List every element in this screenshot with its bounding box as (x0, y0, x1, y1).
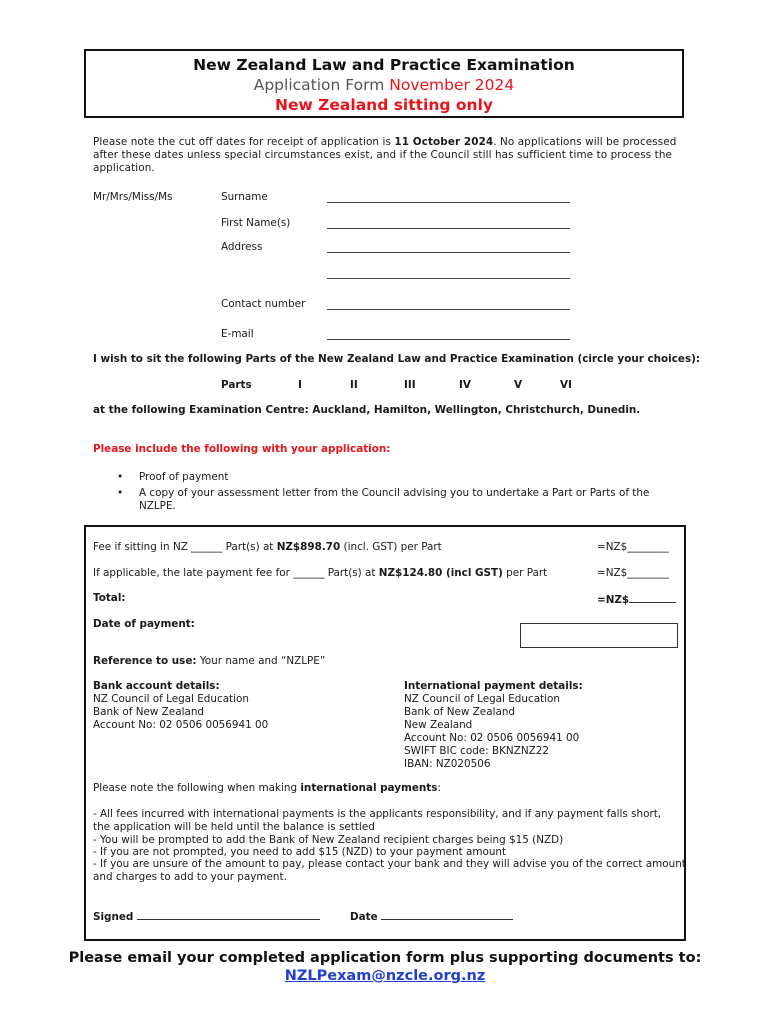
contact-field[interactable] (327, 309, 570, 310)
subtitle-prefix: Application Form (253, 76, 390, 94)
fee-row-late-suffix: per Part (502, 567, 548, 579)
first-names-field[interactable] (327, 228, 570, 229)
address-field-2[interactable] (327, 278, 570, 279)
include-item-letter-cont: NZLPE. (139, 500, 176, 512)
surname-field[interactable] (327, 202, 570, 203)
surname-label: Surname (221, 191, 268, 203)
intl-note-heading (93, 782, 441, 795)
form-title: New Zealand Law and Practice Examination (193, 56, 575, 74)
intl-line-iban: IBAN: NZ020506 (404, 758, 491, 770)
exam-centres: at the following Examination Centre: Auckland, Hamilton, Wellington, Christchurch, Dunedin. (93, 404, 641, 416)
include-item-letter: A copy of your assessment letter from the Council advising you to undertake a Part or Parts of the (139, 487, 650, 499)
reference-value: Your name and “NZLPE” (196, 655, 326, 667)
intl-note-suffix: : (437, 782, 441, 794)
fee-row-nz-text: Fee if sitting in NZ ______ Part(s) at (93, 541, 277, 553)
sitting-note: New Zealand sitting only (274, 96, 493, 114)
parts-intro: I wish to sit the following Parts of the New Zealand Law and Practice Examination (circle your choices): (93, 353, 701, 365)
title-label: Mr/Mrs/Miss/Ms (93, 191, 173, 203)
intl-heading: International payment details: (404, 680, 583, 692)
part-option-4[interactable]: IV (459, 379, 471, 391)
bank-line-name: NZ Council of Legal Education (93, 693, 249, 705)
bullet-dot: • (117, 471, 124, 483)
intl-note-line-2: the application will be held until the balance is settled (93, 821, 375, 833)
cutoff-date: 11 October 2024 (394, 136, 494, 148)
fee-row-nz-amount: NZ$898.70 (276, 541, 341, 553)
reference-line (93, 655, 325, 668)
signed-field[interactable] (93, 909, 320, 924)
bank-line-account: Account No: 02 0506 0056941 00 (93, 719, 269, 731)
signed-label: Signed (93, 911, 137, 923)
date-field[interactable] (350, 909, 513, 924)
total-label: Total: (93, 592, 126, 604)
payment-date-label: Date of payment: (93, 618, 195, 630)
email-field[interactable] (327, 339, 570, 340)
first-names-label: First Name(s) (221, 217, 291, 229)
reference-label: Reference to use: (93, 655, 197, 667)
fee-row-late-amount: NZ$124.80 (incl GST) (378, 567, 503, 579)
bank-line-bank: Bank of New Zealand (93, 706, 204, 718)
cutoff-notice (93, 136, 681, 175)
part-option-2[interactable]: II (350, 379, 358, 391)
email-link[interactable]: NZLPexam@nzcle.org.nz (284, 968, 486, 984)
form-subtitle (86, 75, 682, 96)
fee-row-nz-total[interactable]: =NZ$________ (597, 541, 669, 553)
payment-date-field[interactable] (520, 623, 678, 648)
intl-note-prefix: Please note the following when making (93, 782, 301, 794)
notice-text-a: Please note the cut off dates for receipt of application is (93, 136, 395, 148)
address-label: Address (221, 241, 263, 253)
intl-line-swift: SWIFT BIC code: BKNZNZ22 (404, 745, 549, 757)
part-option-5[interactable]: V (514, 379, 523, 391)
intl-note-line-1: - All fees incurred with international payments is the applicants responsibility, and if any payment falls short, (93, 808, 662, 820)
date-line (381, 909, 513, 920)
fee-row-late-text: If applicable, the late payment fee for ______ Part(s) at (93, 567, 379, 579)
footer-email-line (0, 968, 770, 984)
bank-heading: Bank account details: (93, 680, 220, 692)
intl-line-account: Account No: 02 0506 0056941 00 (404, 732, 580, 744)
contact-label: Contact number (221, 298, 306, 310)
part-option-3[interactable]: III (404, 379, 416, 391)
notice-text-b: . No applications will be processed after these dates unless special circumstances exist, and if the Council still has sufficient time to process the application. (93, 136, 677, 174)
address-field-1[interactable] (327, 252, 570, 253)
part-option-6[interactable]: VI (560, 379, 572, 391)
intl-note-line-6: and charges to add to your payment. (93, 871, 287, 883)
part-option-1[interactable]: I (298, 379, 302, 391)
parts-label: Parts (221, 379, 252, 391)
fee-row-late (93, 567, 547, 580)
fee-row-nz (93, 541, 442, 554)
signed-line (137, 909, 320, 920)
include-heading: Please include the following with your application: (93, 443, 391, 455)
intl-line-bank: Bank of New Zealand (404, 706, 515, 718)
intl-line-country: New Zealand (404, 719, 473, 731)
footer-instruction: Please email your completed application form plus supporting documents to: (68, 950, 702, 966)
total-prefix: =NZ$ (597, 594, 630, 606)
intl-note-line-3: - You will be prompted to add the Bank of New Zealand recipient charges being $15 (NZD) (93, 834, 564, 846)
intl-line-name: NZ Council of Legal Education (404, 693, 560, 705)
total-blank (629, 592, 676, 603)
title-box (84, 49, 684, 118)
fee-row-late-total[interactable]: =NZ$________ (597, 567, 669, 579)
fee-row-nz-suffix: (incl. GST) per Part (340, 541, 442, 553)
subtitle-date: November 2024 (389, 76, 515, 94)
intl-note-line-4: - If you are not prompted, you need to add $15 (NZD) to your payment amount (93, 846, 507, 858)
intl-note-line-5: - If you are unsure of the amount to pay, please contact your bank and they will advise you of the correct amount (93, 858, 686, 870)
email-label: E-mail (221, 328, 254, 340)
bullet-dot: • (117, 487, 124, 499)
intl-note-bold: international payments (300, 782, 438, 794)
date-label: Date (350, 911, 382, 923)
include-item-payment: Proof of payment (139, 471, 229, 483)
total-field[interactable] (597, 592, 676, 607)
